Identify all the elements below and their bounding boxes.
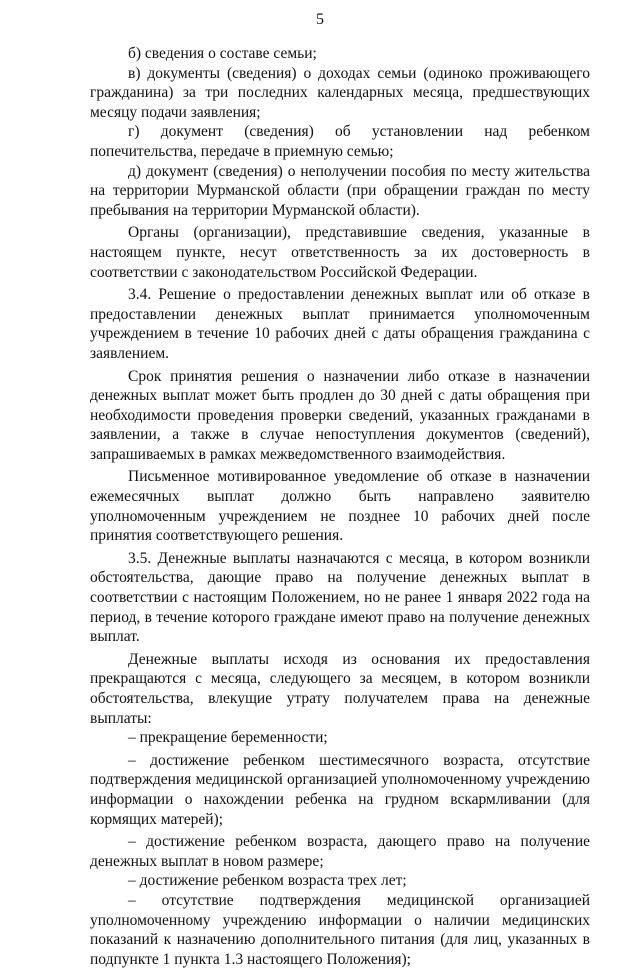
list-item-six-months: – достижение ребенком шестимесячного возраста, отсутствие подтверждения медицинской организацией уполномоченному учреждению информации о нахождении ребенка на грудном вскармливании (для кормящих матерей);	[90, 751, 590, 828]
list-item-three-years: – достижение ребенком возраста трех лет;	[128, 872, 407, 890]
paragraph-3-5: 3.5. Денежные выплаты назначаются с месяца, в котором возникли обстоятельства, дающие право на получение денежных выплат в соответствии с настоящим Положением, но не ранее 1 января 2022 года на период, в течение которого граждане имеют право на получение денежных выплат.	[90, 549, 590, 646]
paragraph-responsibility: Органы (организации), представившие сведения, указанные в настоящем пункте, несут ответственность за их достоверность в соответствии с законодательством Российской Федерации.	[90, 224, 590, 281]
list-item-new-size-age: – достижение ребенком возраста, дающего право на получение денежных выплат в новом размере;	[90, 833, 590, 870]
paragraph-item-b: б) сведения о составе семьи;	[128, 45, 317, 62]
paragraph-3-4: 3.4. Решение о предоставлении денежных выплат или об отказе в предоставлении денежных выплат принимается уполномоченным учреждением в течение 10 рабочих дней с даты обращения гражданина с заявлением.	[90, 286, 590, 362]
paragraph-decision-term: Срок принятия решения о назначении либо отказе в назначении денежных выплат может быть продлен до 30 дней с даты обращения при необходимости проведения проверки сведений, указанных гражданами в заявлении, а также в случае непоступления документов (сведений), запрашиваемых в рамках межведомственного взаимодействия.	[90, 367, 590, 463]
list-item-no-medical-confirmation: – отсутствие подтверждения медицинской организацией уполномоченному учреждению информации о наличии медицинских показаний к назначению дополнительного питания (для лиц, указанных в подпункте 1 пункта 1.3 настоящего Положения);	[90, 891, 590, 968]
paragraph-termination: Денежные выплаты исходя из основания их предоставления прекращаются с месяца, следующего за месяцем, в котором возникли обстоятельства, влекущие утрату получателем права на денежные выплаты:	[90, 650, 590, 727]
paragraph-item-v: в) документы (сведения) о доходах семьи (одиноко проживающего гражданина) за три последних календарных месяца, предшествующих месяцу подачи заявления;	[90, 64, 590, 121]
page-number: 5	[316, 11, 324, 28]
paragraph-item-d: д) документ (сведения) о неполучении пособия по месту жительства на территории Мурманской области (при обращении граждан по месту пребывания на территории Мурманской области).	[90, 162, 590, 219]
paragraph-item-g: г) документ (сведения) об установлении над ребенком попечительства, передаче в приемную семью;	[90, 123, 590, 160]
document-body	[90, 44, 590, 969]
paragraph-refusal-notice: Письменное мотивированное уведомление об отказе в назначении ежемесячных выплат должно быть направлено заявителю уполномоченным учреждением не позднее 10 рабочих дней после принятия соответствующего решения.	[90, 468, 590, 545]
list-item-pregnancy-end: – прекращение беременности;	[128, 729, 328, 747]
